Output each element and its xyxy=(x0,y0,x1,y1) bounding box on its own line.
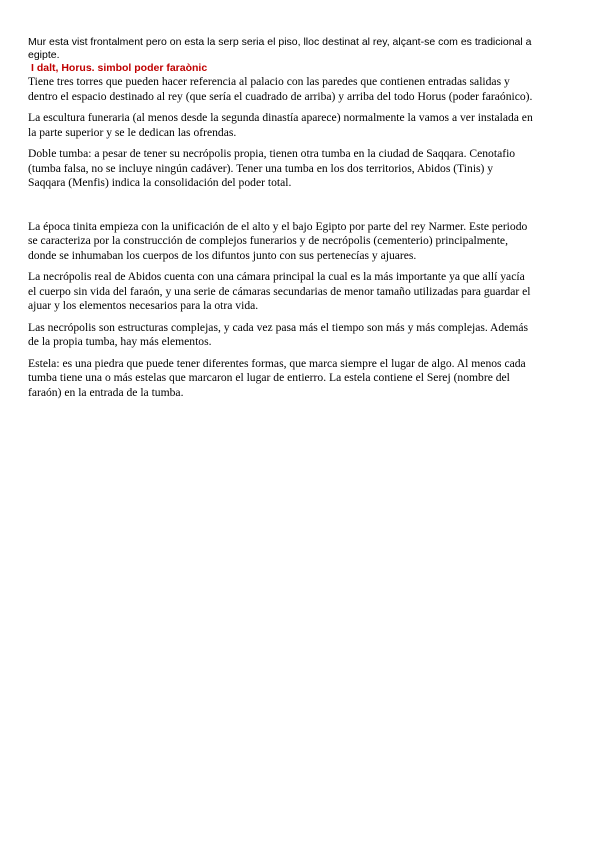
paragraph-abidos-necropolis: La necrópolis real de Abidos cuenta con una cámara principal la cual es la más importante ya que allí yacía el cuerpo sin vida del faraón, y una serie de cámaras secundarias de menor tamaño utilizadas para guardar el ajuar y los elementos necesarios para la otra vida. xyxy=(28,270,531,312)
paragraph-towers: Tiene tres torres que pueden hacer referencia al palacio con las paredes que contienen entradas salidas y dentro el espacio destinado al rey (que sería el cuadrado de arriba) y arriba del todo Horus (poder faraónico). xyxy=(28,75,533,103)
paragraph-stela: Estela: es una piedra que puede tener diferentes formas, que marca siempre el lugar de algo. Al menos cada tumba tiene una o más estelas que marcaron el lugar de entierro. La estela contiene el Serej (nombre del faraón) en la entrada de la tumba. xyxy=(28,356,526,399)
paragraph-double-tomb: Doble tumba: a pesar de tener su necrópolis propia, tienen otra tumba en la ciudad de Saqqara. Cenotafio (tumba falsa, no se incluye ningún cadáver). Tener una tumba en los dos territorios, Abidos (Tinis) y Saqqara (Menfis) indica la consolidación del poder total. xyxy=(28,147,516,189)
section-heading: I dalt, Horus. simbol poder faraònic xyxy=(31,62,208,74)
paragraph-necropolis-complexity: Las necrópolis son estructuras complejas, y cada vez pasa más el tiempo son más y más complejas. Además de la propia tumba, hay más elementos. xyxy=(28,320,529,348)
intro-text: Mur esta vist frontalment pero on esta la serp seria el piso, lloc destinat al rey, alçant-se com es tradicional a egipte. xyxy=(28,36,532,61)
paragraph-tinite-period: La época tinita empieza con la unificación de el alto y el bajo Egipto por parte del rey Narmer. Este periodo se caracteriza por la construcción de complejos funerarios y de necrópolis (cementerio) principalmente, donde se inhumaban los cuerpos de los difuntos junto con sus pertenecías y ajuares. xyxy=(28,219,528,262)
paragraph-funerary-sculpture: La escultura funeraria (al menos desde la segunda dinastía aparece) normalmente la vamos a ver instalada en la parte superior y se le dedican las ofrendas. xyxy=(28,111,533,139)
document-page xyxy=(28,36,533,400)
